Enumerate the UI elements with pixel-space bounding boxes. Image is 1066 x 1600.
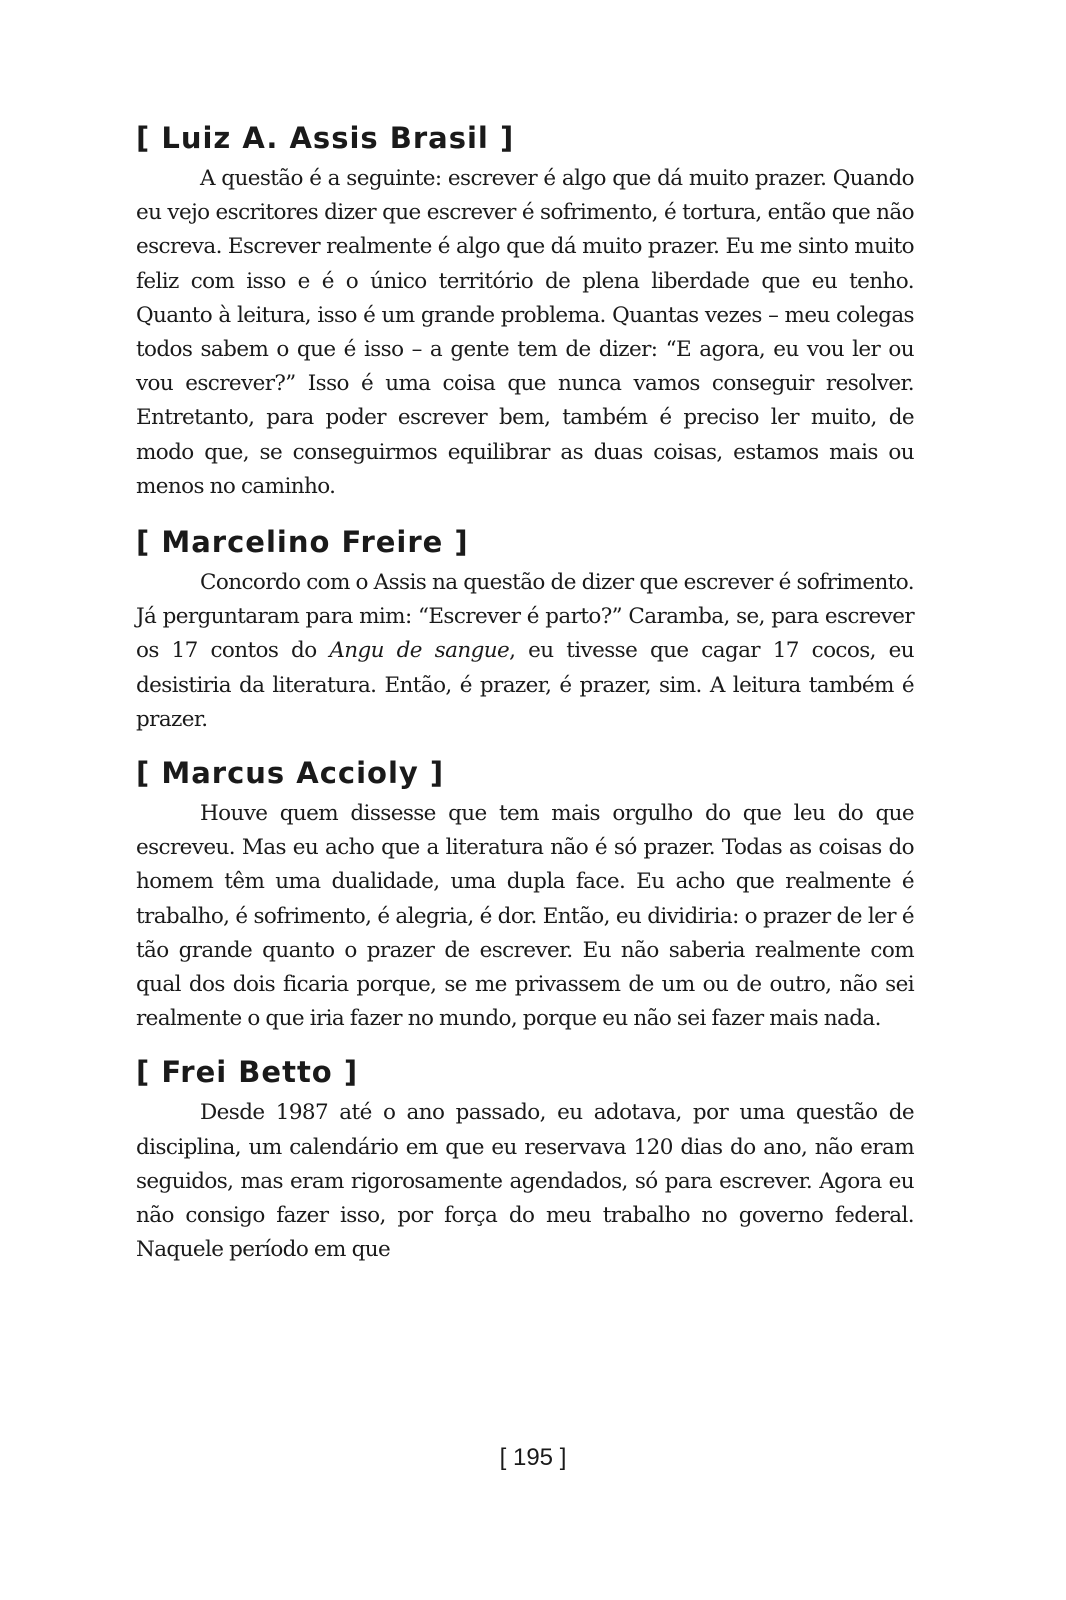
section-marcus-accioly [136,753,914,1036]
speaker-paragraph: Houve quem dissesse que tem mais orgulho do que leu do que escreveu. Mas eu acho que a literatura não é só prazer. Todas as coisas do homem têm uma dualidade, uma dupla face. Eu acho que realmente é trabalho, é sofrimento, é alegria, é dor. Então, eu dividiria: o prazer de ler é tão grande quanto o prazer de escrever. Eu não saberia realmente com qual dos dois ficaria porque, se me privassem de um ou de outro, não sei realmente o que iria fazer no mundo, porque eu não sei fazer mais nada. [136,801,914,1032]
paragraph-text: , eu tivesse que cagar 17 cocos, eu desistiria da literatura. Então, é prazer, é prazer, sim. A leitura também é prazer. [136,638,914,732]
speaker-heading: [ Frei Betto ] [136,1055,359,1090]
section-frei-betto [136,1052,914,1267]
section-luiz-assis-brasil [136,118,914,504]
page-content [136,118,914,1267]
speaker-heading: [ Luiz A. Assis Brasil ] [136,121,515,155]
section-marcelino-freire [136,522,914,737]
book-title-italic: Angu de sangue [329,638,510,664]
paragraph-text: Concordo com o Assis na questão de dizer que escrever é sofrimento. Já perguntaram para mim: “Escrever é parto?” Caramba, se, para escrever os 17 contos do [136,570,914,664]
speaker-paragraph [136,566,914,737]
speaker-heading: [ Marcus Accioly ] [136,756,445,791]
speaker-paragraph: Desde 1987 até o ano passado, eu adotava, por uma questão de disciplina, um calendário em que eu reservava 120 dias do ano, não eram seguidos, mas eram rigorosamente agendados, só para escrever. Agora eu não consigo fazer isso, por força do meu trabalho no governo federal. Naquele período em que [136,1100,914,1263]
page-number: [ 195 ] [499,1444,567,1471]
speaker-paragraph: A questão é a seguinte: escrever é algo que dá muito prazer. Quando eu vejo escritores dizer que escrever é sofrimento, é tortura, então que não escreva. Escrever realmente é algo que dá muito prazer. Eu me sinto muito feliz com isso e é o único território de plena liberdade que eu tenho. Quanto à leitura, isso é um grande problema. Quantas vezes – meu colegas todos sabem o que é isso – a gente tem de dizer: “E agora, eu vou ler ou vou escrever?” Isso é uma coisa que nunca vamos conseguir resolver. Entretanto, para poder escrever bem, também é preciso ler muito, de modo que, se conseguirmos equilibrar as duas coisas, estamos mais ou menos no caminho. [136,166,914,499]
speaker-heading: [ Marcelino Freire ] [136,525,469,560]
